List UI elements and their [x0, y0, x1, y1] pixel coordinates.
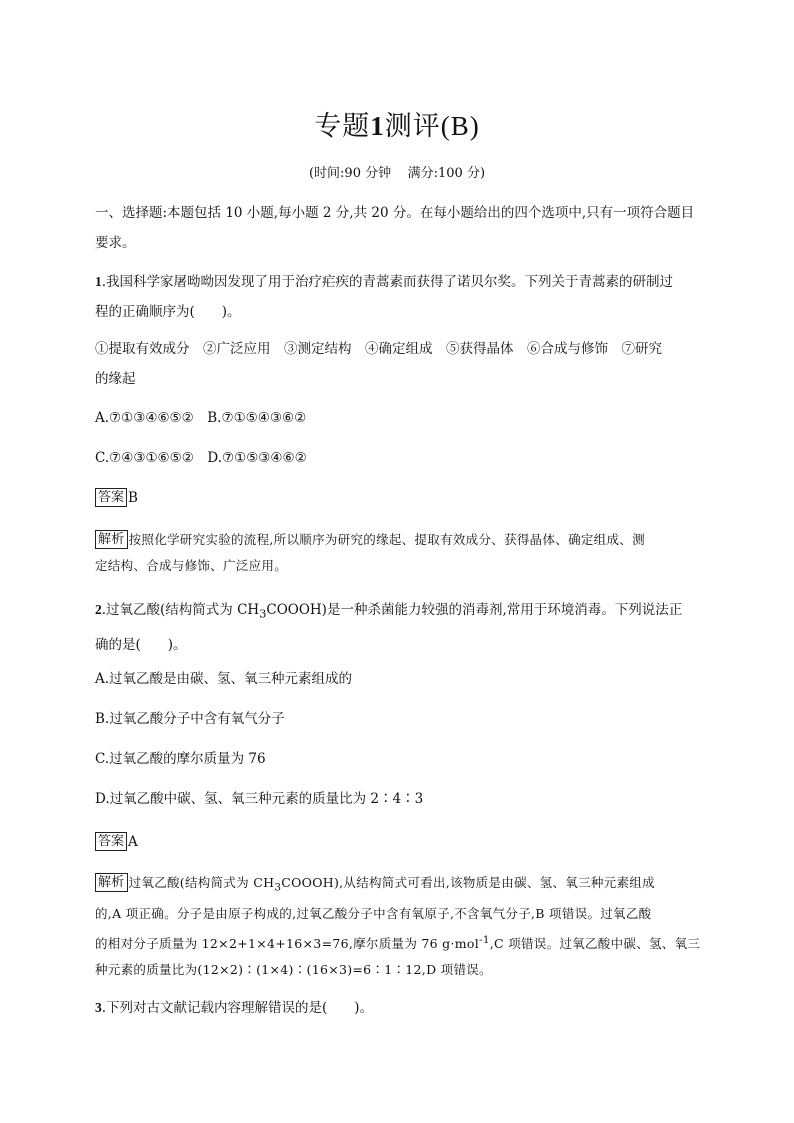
question-1-analysis [95, 527, 705, 579]
analysis-text: 的,A 项正确。分子是由原子构成的,过氧乙酸分子中含有氧原子,不含氧气分子,B 项错误。过氧乙酸 [95, 905, 652, 921]
question-2-answer [95, 827, 705, 857]
title-text: 专题 [314, 111, 371, 142]
question-1-items [95, 334, 705, 394]
item-list-line: 的缘起 [95, 371, 136, 387]
question-1-answer [95, 483, 705, 513]
exam-info: (时间:90 分钟 满分:100 分) [308, 166, 486, 181]
question-number: 1 [95, 274, 102, 289]
question-1-options-cd: C.⑦④③①⑥⑤② D.⑦①⑤③④⑥② [95, 450, 307, 466]
question-2-option-b: B.过氧乙酸分子中含有氧气分子 [95, 711, 285, 727]
question-2-option-c: C.过氧乙酸的摩尔质量为 76 [95, 751, 266, 767]
subscript: 3 [259, 607, 267, 621]
question-number: 3 [95, 1000, 102, 1015]
answer-value: A [128, 834, 138, 850]
analysis-line [95, 527, 705, 553]
analysis-text: 种元素的质量比为(12×2)∶(1×4)∶(16×3)=6∶1∶12,D 项错误。 [95, 961, 492, 977]
question-text: COOOH)是一种杀菌能力较强的消毒剂,常用于环境消毒。下列说法正 [266, 602, 683, 618]
answer-value: B [128, 490, 138, 506]
section-heading [95, 198, 705, 258]
question-line [95, 267, 705, 297]
analysis-text: 的相对分子质量为 12×2+1×4+16×3=76,摩尔质量为 76 g·mol [95, 935, 480, 951]
question-2-stem [95, 595, 705, 660]
question-2-analysis [95, 870, 705, 983]
analysis-text: ,C 项错误。过氧乙酸中碳、氢、氧三 [489, 935, 701, 951]
answer-tag: 答案 [95, 488, 127, 507]
item-list-line: ①提取有效成分 ②广泛应用 ③测定结构 ④确定组成 ⑤获得晶体 ⑥合成与修饰 ⑦研究 [95, 341, 662, 357]
title-text-2: 测评 [384, 111, 441, 142]
question-text: .过氧乙酸(结构简式为 CH [101, 602, 260, 618]
title-number: 1 [370, 111, 385, 141]
analysis-text: 过氧乙酸(结构简式为 CH [128, 875, 275, 890]
question-text: .我国科学家屠呦呦因发现了用于治疗疟疾的青蒿素而获得了诺贝尔奖。下列关于青蒿素的研制过 [101, 274, 674, 290]
question-line [95, 595, 705, 630]
subscript: 3 [274, 881, 282, 894]
analysis-line [95, 927, 705, 957]
answer-tag: 答案 [95, 832, 127, 851]
question-text: .下列对古文献记载内容理解错误的是( )。 [101, 1000, 374, 1016]
superscript: -1 [479, 933, 490, 946]
analysis-line [95, 870, 705, 901]
question-line [95, 993, 705, 1023]
question-1-options-ab: A.⑦①③④⑥⑤② B.⑦①⑤④③⑥② [95, 410, 307, 426]
analysis-tag: 解析 [95, 530, 128, 549]
analysis-text: 定结构、合成与修饰、广泛应用。 [95, 558, 288, 573]
section-heading-line: 要求。 [95, 235, 136, 251]
question-text: 程的正确顺序为( )。 [95, 304, 241, 320]
analysis-text: COOOH),从结构简式可看出,该物质是由碳、氢、氧三种元素组成 [281, 875, 655, 890]
analysis-tag: 解析 [95, 873, 128, 892]
analysis-text: 按照化学研究实验的流程,所以顺序为研究的缘起、提取有效成分、获得晶体、确定组成、测 [128, 532, 645, 547]
title-suffix: (B) [440, 111, 480, 141]
question-2-option-d: D.过氧乙酸中碳、氢、氧三种元素的质量比为 2∶4∶3 [95, 791, 424, 807]
question-text: 确的是( )。 [95, 636, 187, 653]
section-heading-line: 一、选择题:本题包括 10 小题,每小题 2 分,共 20 分。在每小题给出的四个选项中,只有一项符合题目 [95, 205, 695, 221]
page-title [0, 104, 794, 143]
question-3-stem [95, 993, 705, 1023]
question-2-option-a: A.过氧乙酸是由碳、氢、氧三种元素组成的 [95, 671, 353, 687]
question-1-stem [95, 267, 705, 327]
question-number: 2 [95, 602, 102, 617]
